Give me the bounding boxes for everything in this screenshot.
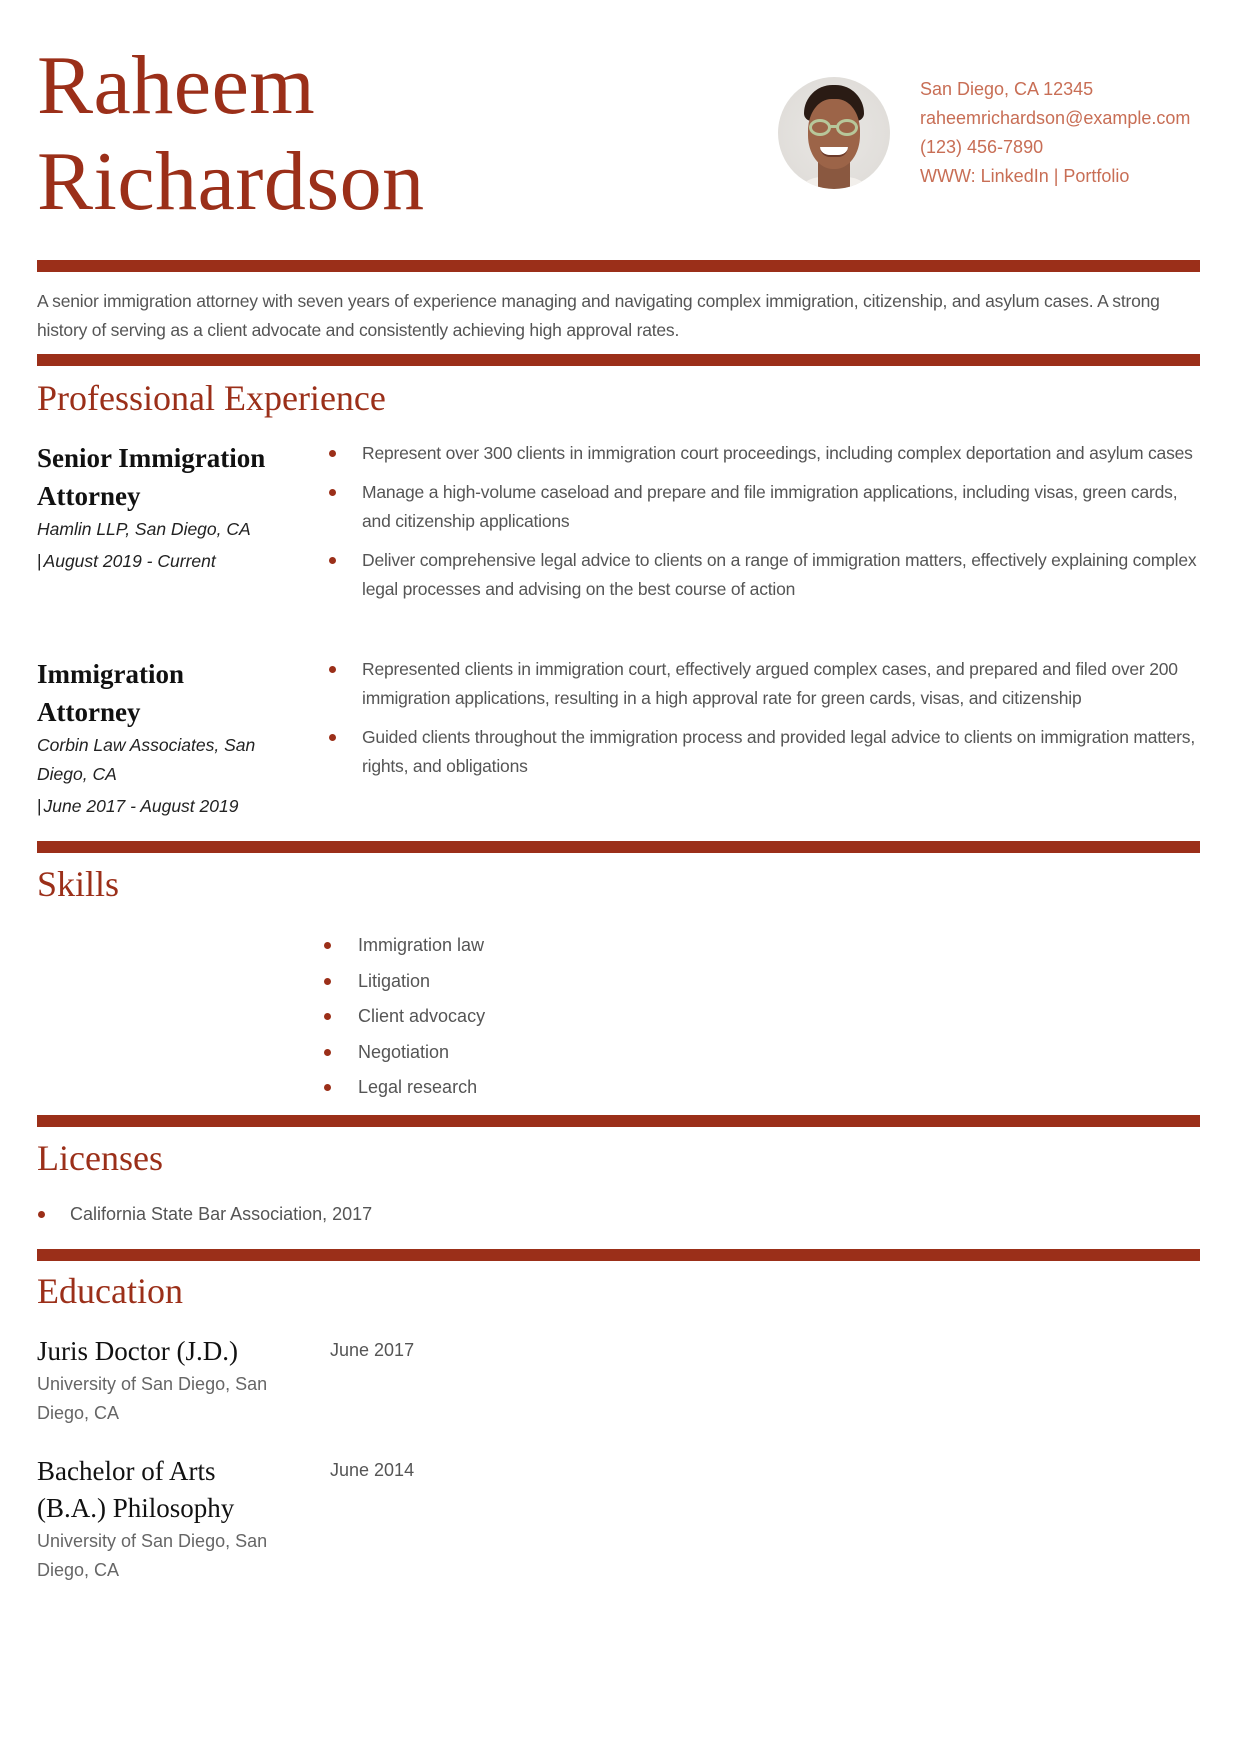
list-item <box>328 478 1208 536</box>
contact-phone: (123) 456-7890 <box>920 137 1044 157</box>
skill-text: Negotiation <box>358 1041 450 1062</box>
contact-block <box>920 75 1190 191</box>
job-title: Senior Immigration Attorney <box>37 443 266 511</box>
job-bullets <box>328 439 1208 614</box>
job-dates-row <box>37 547 287 576</box>
bullet-icon <box>329 557 336 564</box>
section-divider <box>37 354 1200 366</box>
school-name: University of San Diego, San Diego, CA <box>37 1374 268 1423</box>
bullet-icon <box>324 942 331 949</box>
licenses-list <box>37 1200 372 1229</box>
date-bar: | <box>37 796 42 816</box>
section-title-experience: Professional Experience <box>37 378 386 418</box>
list-item <box>328 546 1208 604</box>
job-title: Immigration Attorney <box>37 659 184 727</box>
bullet-icon <box>329 734 336 741</box>
bullet-text: Guided clients throughout the immigration process and provided legal advice to clients on immigration matters, rights, and obligations <box>362 727 1196 776</box>
web-prefix: WWW: <box>920 166 981 186</box>
bullet-icon <box>324 1049 331 1056</box>
section-divider <box>37 841 1200 853</box>
skill-text: Litigation <box>358 970 431 991</box>
bullet-text: Manage a high-volume caseload and prepare and file immigration applications, including visas, green cards, and citizenship applications <box>362 482 1178 531</box>
last-name: Richardson <box>37 135 425 228</box>
contact-location: San Diego, CA 12345 <box>920 79 1094 99</box>
license-text: California State Bar Association, 2017 <box>70 1204 373 1224</box>
bullet-icon <box>329 489 336 496</box>
section-title-licenses: Licenses <box>37 1138 163 1178</box>
license-item <box>37 1200 372 1229</box>
job-dates: August 2019 - Current <box>43 551 216 571</box>
bullet-icon <box>324 1084 331 1091</box>
skill-item <box>323 964 485 1000</box>
bullet-icon <box>324 978 331 985</box>
photo-glasses-bridge <box>830 125 838 128</box>
education-entry <box>37 1453 477 1585</box>
bullet-text: Deliver comprehensive legal advice to clients on a range of immigration matters, effectively explaining complex legal processes and advising on the best course of action <box>362 550 1197 599</box>
skill-text: Legal research <box>358 1077 478 1097</box>
skill-item <box>323 928 485 964</box>
bullet-icon <box>329 666 336 673</box>
photo-glasses-left <box>809 119 831 136</box>
job-company: Corbin Law Associates, San Diego, CA <box>37 735 256 784</box>
section-divider <box>37 1249 1200 1261</box>
section-divider <box>37 1115 1200 1127</box>
contact-web <box>920 162 1190 191</box>
contact-email-link[interactable]: raheemrichardson@example.com <box>920 108 1191 128</box>
skill-item <box>323 1070 485 1106</box>
section-title-education: Education <box>37 1271 183 1311</box>
list-item <box>328 655 1208 713</box>
job-header <box>37 655 287 821</box>
job-dates: June 2017 - August 2019 <box>43 796 239 816</box>
skill-text: Client advocacy <box>358 1006 486 1026</box>
section-title-skills: Skills <box>37 864 120 904</box>
job-company: Hamlin LLP, San Diego, CA <box>37 519 251 539</box>
linkedin-link[interactable]: LinkedIn <box>980 166 1049 186</box>
list-item <box>328 723 1208 781</box>
date-bar: | <box>37 551 42 571</box>
degree-title: Juris Doctor (J.D.) <box>37 1336 238 1366</box>
web-separator: | <box>1048 166 1064 186</box>
section-divider <box>37 260 1200 272</box>
professional-summary: A senior immigration attorney with seven years of experience managing and navigating complex immigration, citizenship, and asylum cases. A strong history of serving as a client advocate and consistently achieving high approval rates. <box>37 291 1160 340</box>
bullet-icon <box>324 1013 331 1020</box>
list-item <box>328 439 1208 468</box>
degree-title: Bachelor of Arts (B.A.) Philosophy <box>37 1456 235 1523</box>
photo-glasses-right <box>836 119 858 136</box>
bullet-text: Represent over 300 clients in immigration court proceedings, including complex deportation and asylum cases <box>362 443 1193 463</box>
skills-list <box>323 928 485 1106</box>
skill-item <box>323 999 485 1035</box>
job-header <box>37 439 287 576</box>
bullet-icon <box>38 1211 45 1218</box>
portfolio-link[interactable]: Portfolio <box>1063 166 1130 186</box>
bullet-text: Represented clients in immigration court, effectively argued complex cases, and prepared and filed over 200 immigration applications, resulting in a high approval rate for green cards, visas, and citizenship <box>362 659 1178 708</box>
job-bullets <box>328 655 1208 791</box>
skill-text: Immigration law <box>358 935 485 955</box>
school-name: University of San Diego, San Diego, CA <box>37 1531 268 1580</box>
candidate-name <box>37 38 425 230</box>
bullet-icon <box>329 450 336 457</box>
job-dates-row <box>37 792 287 821</box>
education-entry <box>37 1333 477 1428</box>
graduation-date: June 2017 <box>330 1340 415 1360</box>
first-name: Raheem <box>37 39 316 132</box>
profile-photo <box>778 77 890 189</box>
graduation-date: June 2014 <box>330 1460 415 1480</box>
skill-item <box>323 1035 485 1071</box>
